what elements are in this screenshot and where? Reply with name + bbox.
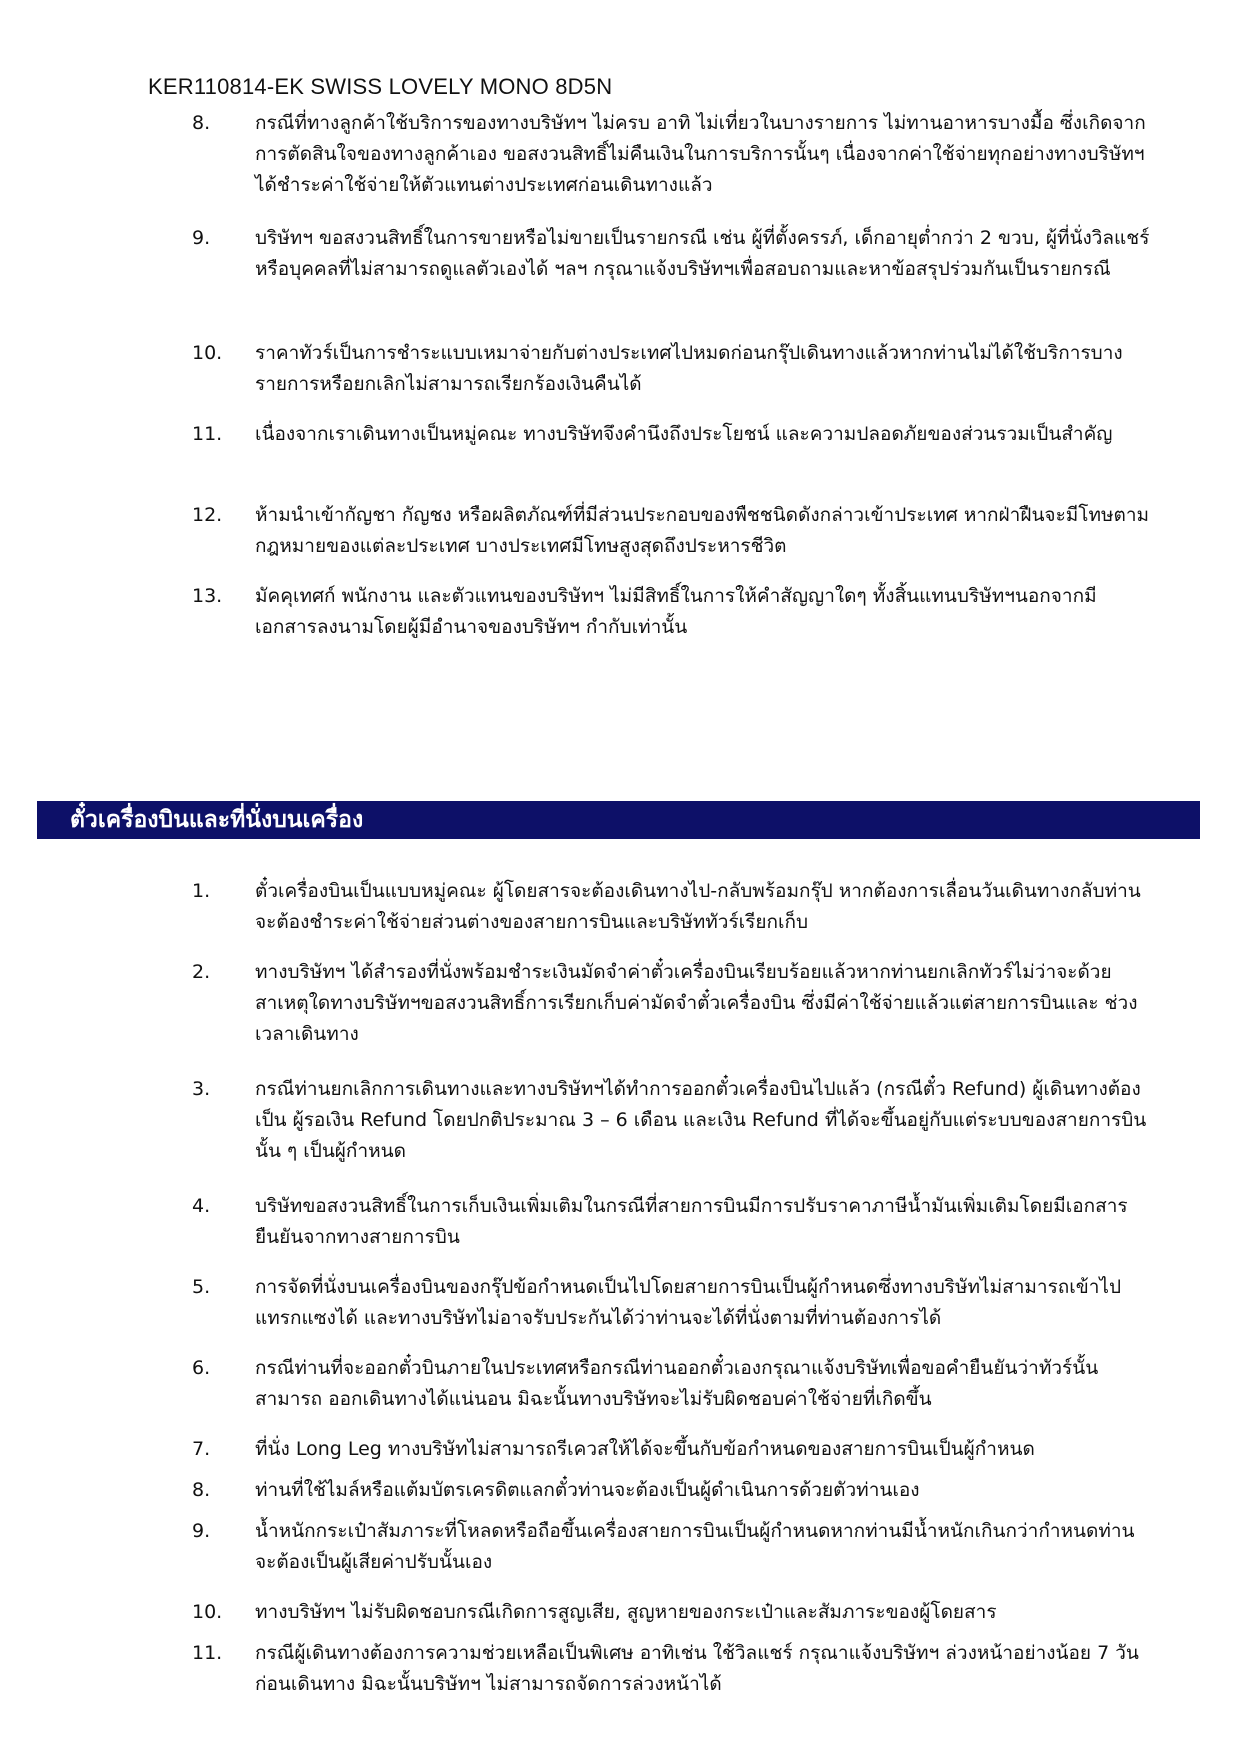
ticket-terms-list xyxy=(0,876,1240,1719)
list-item xyxy=(0,419,1240,493)
item-number: 11. xyxy=(192,423,223,445)
section-title: ตั๋วเครื่องบินและที่นั่งบนเครื่อง xyxy=(70,807,364,833)
item-text: บริษัทฯ ขอสงวนสิทธิ์ในการขายหรือไม่ขายเป็นรายกรณี เช่น ผู้ที่ตั้งครรภ์, เด็กอายุต่ำกว่า 2 ขวบ, ผู้ที่นั่งวิลแชร์ หรือบุคคลที่ไม่สามารถดูแลตัวเองได้ ฯลฯ กรุณาแจ้งบริษัทฯเพื่อสอบถามและหาข้อสรุปร่วมกันเป็นรายกรณี xyxy=(255,227,1150,280)
list-item xyxy=(0,1516,1240,1590)
section-header-bar xyxy=(37,801,1200,839)
item-text: กรณีท่านที่จะออกตั๋วบินภายในประเทศหรือกรณีท่านออกตั๋วเองกรุณาแจ้งบริษัทเพื่อขอคำยืนยันว่าทัวร์นั้นสามารถ ออกเดินทางได้แน่นอน มิฉะนั้นทางบริษัทจะไม่รับผิดชอบค่าใช้จ่ายที่เกิดขึ้น xyxy=(255,1357,1099,1410)
item-number: 12. xyxy=(192,504,223,526)
item-number: 1. xyxy=(192,880,211,902)
list-item xyxy=(0,1272,1240,1346)
list-item xyxy=(0,1191,1240,1265)
item-text: ทางบริษัทฯ ไม่รับผิดชอบกรณีเกิดการสูญเสีย, สูญหายของกระเป๋าและสัมภาระของผู้โดยสาร xyxy=(255,1601,997,1623)
item-number: 13. xyxy=(192,585,223,607)
list-item xyxy=(0,1475,1240,1509)
list-item xyxy=(0,1353,1240,1427)
item-text: ราคาทัวร์เป็นการชำระแบบเหมาจ่ายกับต่างประเทศไปหมดก่อนกรุ๊ปเดินทางแล้วหากท่านไม่ได้ใช้บริการบางรายการหรือยกเลิกไม่สามารถเรียกร้องเงินคืนได้ xyxy=(255,342,1123,395)
item-number: 6. xyxy=(192,1357,211,1379)
item-number: 3. xyxy=(192,1078,211,1100)
item-text: มัคคุเทศก์ พนักงาน และตัวแทนของบริษัทฯ ไม่มีสิทธิ์ในการให้คำสัญญาใดๆ ทั้งสิ้นแทนบริษัทฯนอกจากมีเอกสารลงนามโดยผู้มีอำนาจของบริษัทฯ กำกับเท่านั้น xyxy=(255,585,1097,638)
list-item xyxy=(0,876,1240,950)
item-text: การจัดที่นั่งบนเครื่องบินของกรุ๊ปข้อกำหนดเป็นไปโดยสายการบินเป็นผู้กำหนดซึ่งทางบริษัทไม่สามารถเข้าไปแทรกแซงได้ และทางบริษัทไม่อาจรับประกันได้ว่าท่านจะได้ที่นั่งตามที่ท่านต้องการได้ xyxy=(255,1276,1122,1329)
item-number: 9. xyxy=(192,1520,211,1542)
item-text: ห้ามนำเข้ากัญชา กัญชง หรือผลิตภัณฑ์ที่มีส่วนประกอบของพืชชนิดดังกล่าวเข้าประเทศ หากฝ่าฝืนจะมีโทษตามกฎหมายของแต่ละประเทศ บางประเทศมีโทษสูงสุดถึงประหารชีวิต xyxy=(255,504,1150,557)
terms-list xyxy=(0,108,1240,662)
list-item xyxy=(0,338,1240,412)
item-text: บริษัทขอสงวนสิทธิ์ในการเก็บเงินเพิ่มเติมในกรณีที่สายการบินมีการปรับราคาภาษีน้ำมันเพิ่มเติมโดยมีเอกสารยืนยันจากทางสายการบิน xyxy=(255,1195,1128,1248)
list-item xyxy=(0,1638,1240,1712)
list-item xyxy=(0,108,1240,216)
item-number: 2. xyxy=(192,961,211,983)
item-text: ตั๋วเครื่องบินเป็นแบบหมู่คณะ ผู้โดยสารจะต้องเดินทางไป-กลับพร้อมกรุ๊ป หากต้องการเลื่อนวันเดินทางกลับท่าน จะต้องชำระค่าใช้จ่ายส่วนต่างของสายการบินและบริษัททัวร์เรียกเก็บ xyxy=(255,880,1141,933)
item-number: 10. xyxy=(192,342,223,364)
item-number: 4. xyxy=(192,1195,211,1217)
list-item xyxy=(0,957,1240,1067)
document-code: KER110814-EK SWISS LOVELY MONO 8D5N xyxy=(148,74,613,99)
item-text: ท่านที่ใช้ไมล์หรือแต้มบัตรเครดิตแลกตั๋วท่านจะต้องเป็นผู้ดำเนินการด้วยตัวท่านเอง xyxy=(255,1479,920,1501)
item-text: กรณีผู้เดินทางต้องการความช่วยเหลือเป็นพิเศษ อาทิเช่น ใช้วิลแชร์ กรุณาแจ้งบริษัทฯ ล่วงหน้าอย่างน้อย 7 วันก่อนเดินทาง มิฉะนั้นบริษัทฯ ไม่สามารถจัดการล่วงหน้าได้ xyxy=(255,1642,1139,1695)
item-text: ทางบริษัทฯ ได้สำรองที่นั่งพร้อมชำระเงินมัดจำค่าตั๋วเครื่องบินเรียบร้อยแล้วหากท่านยกเลิกทัวร์ไม่ว่าจะด้วยสาเหตุใดทางบริษัทฯขอสงวนสิทธิ์การเรียกเก็บค่ามัดจำตั๋วเครื่องบิน ซึ่งมีค่าใช้จ่ายแล้วแต่สายการบินและ ช่วงเวลาเดินทาง xyxy=(255,961,1138,1045)
item-number: 11. xyxy=(192,1642,223,1664)
item-text: กรณีท่านยกเลิกการเดินทางและทางบริษัทฯได้ทำการออกตั๋วเครื่องบินไปแล้ว (กรณีตั๋ว Refund) ผู้เดินทางต้องเป็น ผู้รอเงิน Refund โดยปกติประมาณ 3 – 6 เดือน และเงิน Refund ที่ได้จะขึ้นอยู่กับแต่ระบบของสายการบินนั้น ๆ เป็นผู้กำหนด xyxy=(255,1078,1147,1162)
item-text: เนื่องจากเราเดินทางเป็นหมู่คณะ ทางบริษัทจึงคำนึงถึงประโยชน์ และความปลอดภัยของส่วนรวมเป็นสำคัญ xyxy=(255,423,1113,445)
item-number: 8. xyxy=(192,1479,211,1501)
list-item xyxy=(0,1434,1240,1468)
list-item xyxy=(0,500,1240,574)
list-item xyxy=(0,1074,1240,1184)
item-number: 9. xyxy=(192,227,211,249)
item-number: 5. xyxy=(192,1276,211,1298)
item-number: 10. xyxy=(192,1601,223,1623)
item-number: 7. xyxy=(192,1438,211,1460)
list-item xyxy=(0,1597,1240,1631)
list-item xyxy=(0,223,1240,331)
item-text: ที่นั่ง Long Leg ทางบริษัทไม่สามารถรีเควสให้ได้จะขึ้นกับข้อกำหนดของสายการบินเป็นผู้กำหนด xyxy=(255,1438,1035,1460)
item-text: กรณีที่ทางลูกค้าใช้บริการของทางบริษัทฯ ไม่ครบ อาทิ ไม่เที่ยวในบางรายการ ไม่ทานอาหารบางมื้อ ซึ่งเกิดจากการตัดสินใจของทางลูกค้าเอง ขอสงวนสิทธิ์ไม่คืนเงินในการบริการนั้นๆ เนื่องจากค่าใช้จ่ายทุกอย่างทางบริษัทฯ ได้ชำระค่าใช้จ่ายให้ตัวแทนต่างประเทศก่อนเดินทางแล้ว xyxy=(255,112,1146,196)
list-item xyxy=(0,581,1240,655)
item-number: 8. xyxy=(192,112,211,134)
item-text: น้ำหนักกระเป๋าสัมภาระที่โหลดหรือถือขึ้นเครื่องสายการบินเป็นผู้กำหนดหากท่านมีน้ำหนักเกินกว่ากำหนดท่าน จะต้องเป็นผู้เสียค่าปรับนั้นเอง xyxy=(255,1520,1135,1573)
